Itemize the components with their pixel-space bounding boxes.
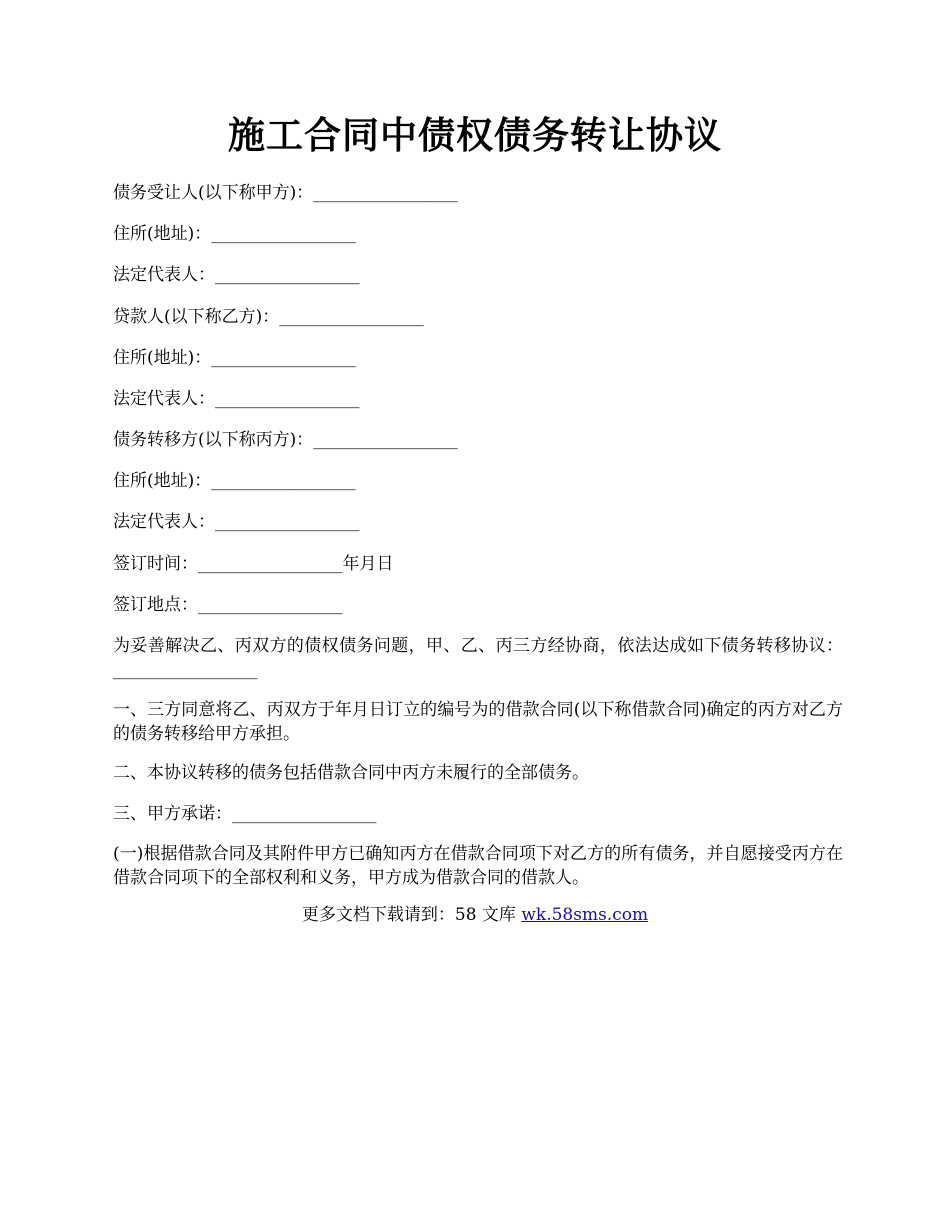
field-party-c-representative — [113, 510, 843, 534]
clause-3-label: 三、甲方承诺： — [113, 804, 232, 824]
field-label: 签订地点： — [113, 595, 198, 615]
clause-3-1: (一)根据借款合同及其附件甲方已确知丙方在借款合同项下对乙方的所有债务，并自愿接受丙方在借款合同项下的全部权利和义务，甲方成为借款合同的借款人。 — [113, 844, 843, 888]
field-signing-place — [113, 593, 843, 617]
field-label: 住所(地址)： — [113, 471, 212, 491]
field-party-a-representative — [113, 263, 843, 287]
field-signing-date — [113, 552, 843, 576]
clause-2: 二、本协议转移的债务包括借款合同中丙方未履行的全部债务。 — [113, 763, 589, 783]
fill-blank: _________________ — [313, 183, 458, 203]
field-label: 贷款人(以下称乙方)： — [113, 307, 280, 327]
clause-1: 一、三方同意将乙、丙双方于年月日订立的编号为的借款合同(以下称借款合同)确定的丙方对乙方的债务转移给甲方承担。 — [113, 700, 843, 744]
field-party-b — [113, 305, 843, 329]
field-party-a-address — [113, 222, 843, 246]
field-label: 住所(地址)： — [113, 348, 212, 368]
fill-blank: _________________ — [232, 804, 377, 824]
fill-blank: _________________ — [215, 265, 360, 285]
field-party-c — [113, 428, 843, 452]
clause-3 — [113, 802, 843, 826]
footer-text: 更多文档下载请到：58 文库 — [301, 905, 522, 925]
field-party-b-address — [113, 346, 843, 370]
intro-text: 为妥善解决乙、丙双方的债权债务问题，甲、乙、丙三方经协商，依法达成如下债务转移协议： — [113, 636, 843, 656]
fill-blank: _________________ — [198, 554, 343, 574]
document-title: 施工合同中债权债务转让协议 — [228, 114, 722, 157]
field-label: 签订时间： — [113, 554, 198, 574]
field-label: 债务转移方(以下称丙方)： — [113, 430, 314, 450]
field-label: 法定代表人： — [113, 389, 215, 409]
field-label: 债务受让人(以下称甲方)： — [113, 183, 314, 203]
fill-blank: _________________ — [215, 389, 360, 409]
fill-blank: _________________ — [215, 512, 360, 532]
intro-paragraph — [113, 634, 843, 682]
fill-blank: _________________ — [211, 348, 356, 368]
fill-blank: _________________ — [113, 660, 258, 680]
fill-blank: _________________ — [313, 430, 458, 450]
fill-blank: _________________ — [211, 224, 356, 244]
fill-blank: _________________ — [279, 307, 424, 327]
field-party-b-representative — [113, 387, 843, 411]
field-label: 住所(地址)： — [113, 224, 212, 244]
fill-blank: _________________ — [198, 595, 343, 615]
date-suffix: 年月日 — [342, 554, 394, 574]
field-label: 法定代表人： — [113, 265, 215, 285]
field-party-a — [113, 181, 843, 205]
download-footer — [0, 903, 950, 927]
fill-blank: _________________ — [211, 471, 356, 491]
field-label: 法定代表人： — [113, 512, 215, 532]
field-party-c-address — [113, 469, 843, 493]
footer-link[interactable]: wk.58sms.com — [521, 905, 649, 925]
